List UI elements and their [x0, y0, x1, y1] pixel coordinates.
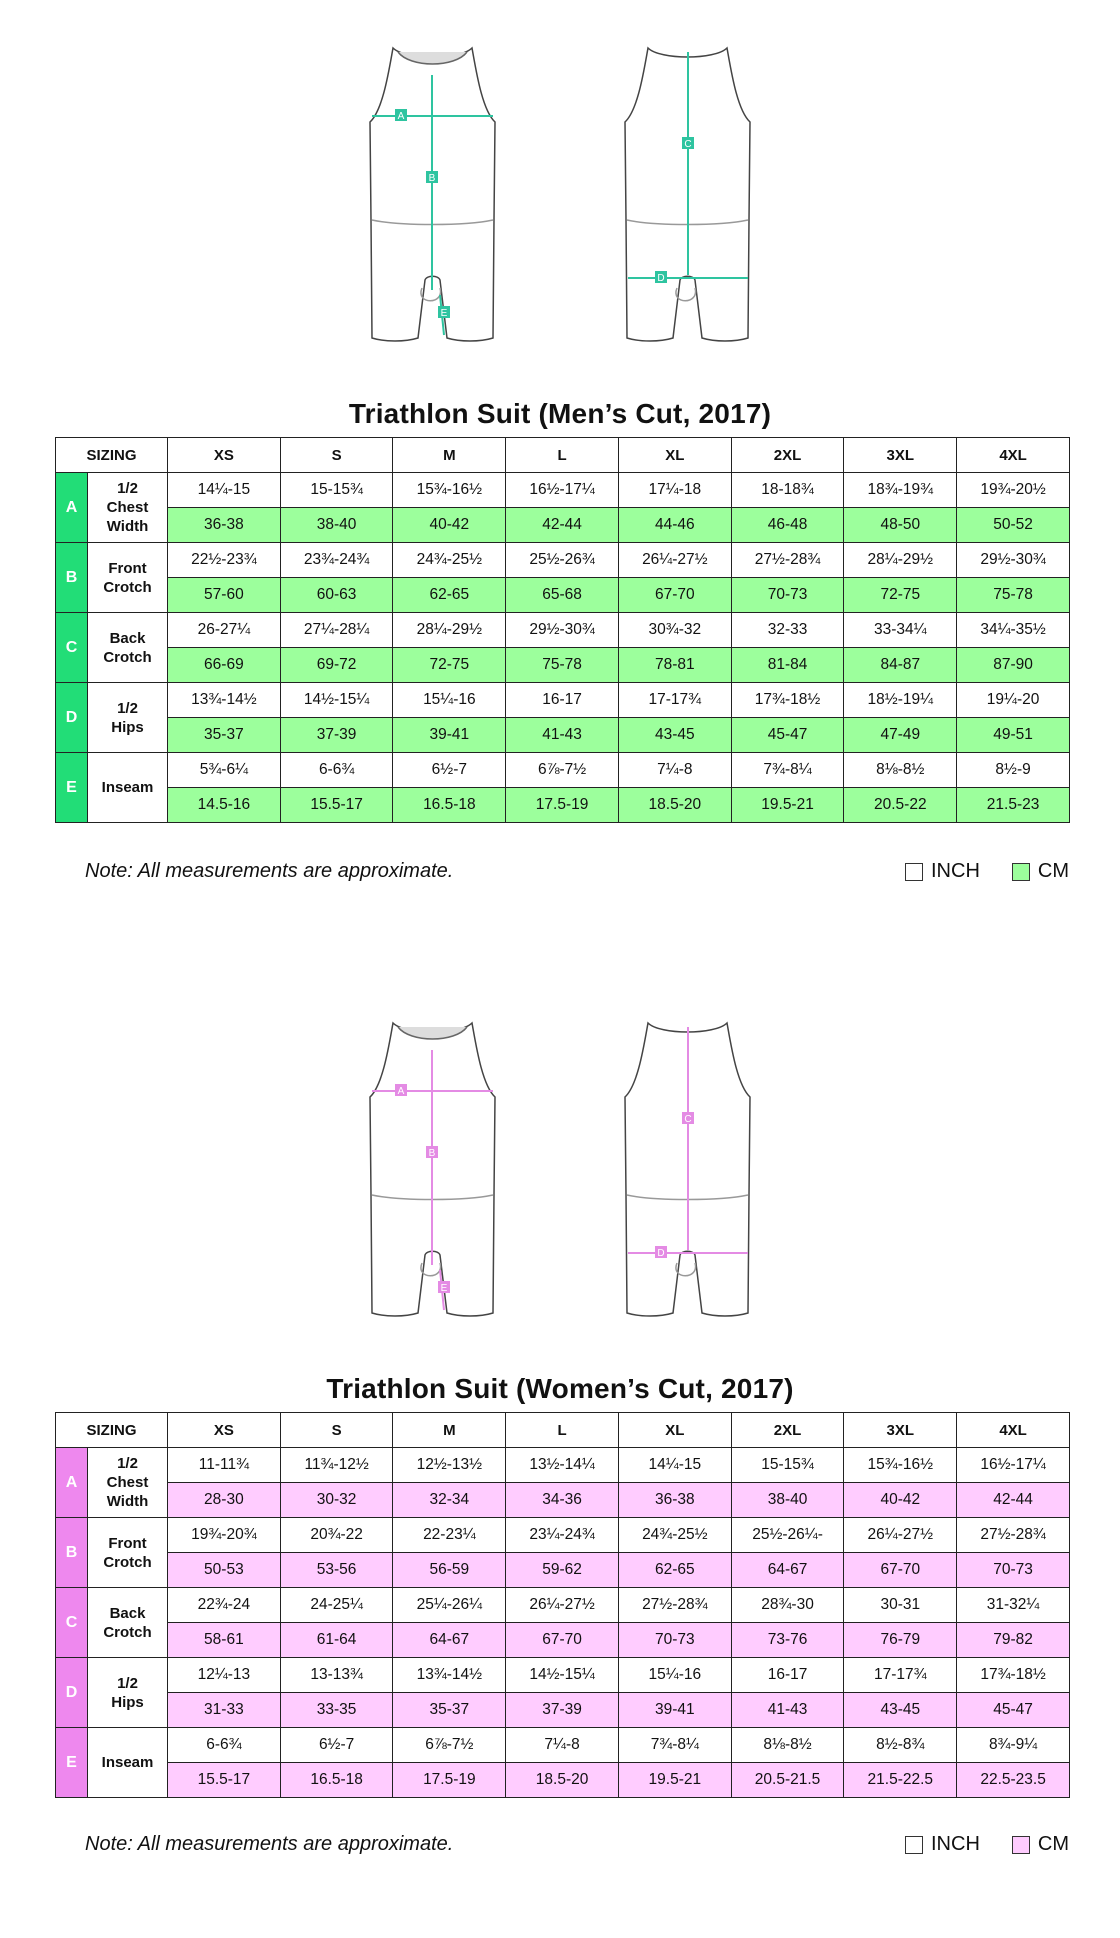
women-row-c-cm [56, 1623, 1070, 1658]
men-cm-cell: 39-41 [393, 718, 506, 753]
men-inch-cell: 7¾-8¼ [731, 753, 844, 788]
men-row-d-cm [56, 718, 1070, 753]
women-inch-cell: 12¼-13 [168, 1658, 281, 1693]
men-header-xl: XL [618, 438, 731, 473]
women-inch-cell: 15-15¾ [731, 1448, 844, 1483]
men-header-row [56, 438, 1070, 473]
women-inch-cell: 25½-26¼- [731, 1518, 844, 1553]
men-header-xs: XS [168, 438, 281, 473]
men-inch-cell: 18¾-19¾ [844, 473, 957, 508]
women-inch-cell: 11¾-12½ [280, 1448, 393, 1483]
women-tag-d: D [657, 1248, 665, 1259]
women-header-xl: XL [618, 1413, 731, 1448]
women-inch-cell: 13½-14¼ [506, 1448, 619, 1483]
men-header-s: S [280, 438, 393, 473]
men-cm-cell: 36-38 [168, 508, 281, 543]
men-inch-cell: 13¾-14½ [168, 683, 281, 718]
men-cm-cell: 42-44 [506, 508, 619, 543]
men-inch-cell: 18-18¾ [731, 473, 844, 508]
women-inch-cell: 6½-7 [280, 1728, 393, 1763]
women-measurement-label: 1/2 Chest Width [88, 1448, 168, 1518]
men-legend [905, 860, 1069, 883]
men-inch-cell: 5¾-6¼ [168, 753, 281, 788]
women-row-a-cm [56, 1483, 1070, 1518]
men-inch-cell: 8½-9 [957, 753, 1070, 788]
men-tag-d: D [657, 273, 665, 284]
men-inch-cell: 30¾-32 [618, 613, 731, 648]
men-header-3xl: 3XL [844, 438, 957, 473]
men-inch-cell: 14½-15¼ [280, 683, 393, 718]
women-cm-cell: 20.5-21.5 [731, 1763, 844, 1798]
women-inch-cell: 16½-17¼ [957, 1448, 1070, 1483]
men-inch-cell: 15¼-16 [393, 683, 506, 718]
men-row-a-cm [56, 508, 1070, 543]
men-cm-cell: 60-63 [280, 578, 393, 613]
men-cm-cell: 66-69 [168, 648, 281, 683]
men-row-letter: A [56, 473, 88, 543]
women-header-sizing: SIZING [56, 1413, 168, 1448]
men-cm-cell: 49-51 [957, 718, 1070, 753]
men-inch-cell: 27¼-28¼ [280, 613, 393, 648]
women-header-s: S [280, 1413, 393, 1448]
women-cm-cell: 40-42 [844, 1483, 957, 1518]
women-cm-cell: 76-79 [844, 1623, 957, 1658]
men-inch-cell: 17¾-18½ [731, 683, 844, 718]
men-table-title: Triathlon Suit (Men’s Cut, 2017) [348, 398, 772, 429]
women-cm-cell: 61-64 [280, 1623, 393, 1658]
women-inch-cell: 17-17¾ [844, 1658, 957, 1693]
women-cm-cell: 50-53 [168, 1553, 281, 1588]
men-inch-cell: 6⅞-7½ [506, 753, 619, 788]
men-cm-cell: 70-73 [731, 578, 844, 613]
men-inch-cell: 28¼-29½ [844, 543, 957, 578]
women-tag-b: B [428, 1148, 436, 1159]
women-inch-cell: 24¾-25½ [618, 1518, 731, 1553]
men-inch-cell: 17¼-18 [618, 473, 731, 508]
men-tag-b: B [428, 173, 436, 184]
women-cm-cell: 32-34 [393, 1483, 506, 1518]
women-header-2xl: 2XL [731, 1413, 844, 1448]
men-cm-cell: 84-87 [844, 648, 957, 683]
men-cm-cell: 62-65 [393, 578, 506, 613]
men-cm-cell: 72-75 [393, 648, 506, 683]
women-cm-cell: 53-56 [280, 1553, 393, 1588]
men-cm-cell: 19.5-21 [731, 788, 844, 823]
men-inch-cell: 6-6¾ [280, 753, 393, 788]
men-cm-cell: 16.5-18 [393, 788, 506, 823]
men-inch-cell: 26-27¼ [168, 613, 281, 648]
women-inch-cell: 27½-28¾ [618, 1588, 731, 1623]
women-inch-cell: 16-17 [731, 1658, 844, 1693]
men-measurement-label: 1/2 Hips [88, 683, 168, 753]
women-inch-cell: 19¾-20¾ [168, 1518, 281, 1553]
men-cm-cell: 46-48 [731, 508, 844, 543]
women-measurement-label: Front Crotch [88, 1518, 168, 1588]
men-inch-cell: 22½-23¾ [168, 543, 281, 578]
women-note: Note: All measurements are approximate. [85, 1833, 454, 1855]
men-cm-cell: 21.5-23 [957, 788, 1070, 823]
women-cm-cell: 34-36 [506, 1483, 619, 1518]
women-suit-diagrams [0, 1005, 1120, 1325]
men-cm-cell: 41-43 [506, 718, 619, 753]
men-tag-e: E [440, 308, 448, 319]
women-table-title: Triathlon Suit (Women’s Cut, 2017) [326, 1373, 794, 1404]
men-cm-cell: 20.5-22 [844, 788, 957, 823]
women-inch-cell: 27½-28¾ [957, 1518, 1070, 1553]
women-inch-cell: 22¾-24 [168, 1588, 281, 1623]
men-cm-cell: 40-42 [393, 508, 506, 543]
women-cm-cell: 35-37 [393, 1693, 506, 1728]
women-cm-cell: 37-39 [506, 1693, 619, 1728]
women-inch-cell: 8¾-9¼ [957, 1728, 1070, 1763]
women-inch-cell: 7¾-8¼ [618, 1728, 731, 1763]
women-cm-cell: 38-40 [731, 1483, 844, 1518]
men-tag-c: C [684, 139, 692, 150]
men-measurement-label: Back Crotch [88, 613, 168, 683]
women-cm-cell: 15.5-17 [168, 1763, 281, 1798]
women-inch-cell: 12½-13½ [393, 1448, 506, 1483]
women-cm-cell: 43-45 [844, 1693, 957, 1728]
women-header-row [56, 1413, 1070, 1448]
women-header-xs: XS [168, 1413, 281, 1448]
women-cm-cell: 36-38 [618, 1483, 731, 1518]
men-cm-cell: 45-47 [731, 718, 844, 753]
women-measurement-label: 1/2 Hips [88, 1658, 168, 1728]
men-inch-cell: 15¾-16½ [393, 473, 506, 508]
men-cm-cell: 43-45 [618, 718, 731, 753]
women-cm-cell: 17.5-19 [393, 1763, 506, 1798]
women-cm-cell: 58-61 [168, 1623, 281, 1658]
men-row-b-cm [56, 578, 1070, 613]
women-header-4xl: 4XL [957, 1413, 1070, 1448]
inch-swatch [905, 863, 923, 881]
women-inch-cell: 8⅛-8½ [731, 1728, 844, 1763]
men-cm-cell: 17.5-19 [506, 788, 619, 823]
women-row-e-inch [56, 1728, 1070, 1763]
men-tag-a: A [397, 111, 405, 122]
women-cm-cell: 64-67 [393, 1623, 506, 1658]
men-inch-cell: 34¼-35½ [957, 613, 1070, 648]
men-row-letter: C [56, 613, 88, 683]
men-inch-cell: 17-17¾ [618, 683, 731, 718]
women-inch-cell: 30-31 [844, 1588, 957, 1623]
men-measurement-label: Front Crotch [88, 543, 168, 613]
women-cm-cell: 19.5-21 [618, 1763, 731, 1798]
women-cm-cell: 42-44 [957, 1483, 1070, 1518]
women-inch-cell: 8½-8¾ [844, 1728, 957, 1763]
men-inch-cell: 25½-26¾ [506, 543, 619, 578]
women-row-letter: A [56, 1448, 88, 1518]
men-inch-cell: 26¼-27½ [618, 543, 731, 578]
men-cm-cell: 69-72 [280, 648, 393, 683]
men-header-l: L [506, 438, 619, 473]
inch-swatch [905, 1836, 923, 1854]
women-row-b-inch [56, 1518, 1070, 1553]
women-tag-c: C [684, 1114, 692, 1125]
women-header-m: M [393, 1413, 506, 1448]
women-cm-cell: 67-70 [844, 1553, 957, 1588]
men-measurement-label: Inseam [88, 753, 168, 823]
women-cm-cell: 21.5-22.5 [844, 1763, 957, 1798]
women-inch-cell: 11-11¾ [168, 1448, 281, 1483]
men-inch-cell: 27½-28¾ [731, 543, 844, 578]
men-cm-cell: 14.5-16 [168, 788, 281, 823]
men-size-table [55, 437, 1070, 823]
men-inch-cell: 16-17 [506, 683, 619, 718]
women-cm-cell: 31-33 [168, 1693, 281, 1728]
women-inch-cell: 26¼-27½ [844, 1518, 957, 1553]
women-cm-cell: 73-76 [731, 1623, 844, 1658]
women-cm-cell: 62-65 [618, 1553, 731, 1588]
women-row-letter: D [56, 1658, 88, 1728]
women-table-body [56, 1448, 1070, 1798]
women-tag-e: E [440, 1283, 448, 1294]
men-inch-cell: 23¾-24¾ [280, 543, 393, 578]
women-inch-cell: 7¼-8 [506, 1728, 619, 1763]
women-tag-a: A [397, 1086, 405, 1097]
women-row-letter: C [56, 1588, 88, 1658]
men-cm-cell: 37-39 [280, 718, 393, 753]
men-suit-diagrams [0, 30, 1120, 350]
men-inch-cell: 16½-17¼ [506, 473, 619, 508]
men-cm-cell: 78-81 [618, 648, 731, 683]
women-inch-cell: 15¼-16 [618, 1658, 731, 1693]
men-inch-cell: 18½-19¼ [844, 683, 957, 718]
women-inch-cell: 14¼-15 [618, 1448, 731, 1483]
women-cm-cell: 30-32 [280, 1483, 393, 1518]
men-inch-cell: 15-15¾ [280, 473, 393, 508]
women-inch-cell: 26¼-27½ [506, 1588, 619, 1623]
women-row-c-inch [56, 1588, 1070, 1623]
women-inch-cell: 6-6¾ [168, 1728, 281, 1763]
men-inch-cell: 6½-7 [393, 753, 506, 788]
women-header-l: L [506, 1413, 619, 1448]
women-inch-cell: 13¾-14½ [393, 1658, 506, 1693]
women-cm-cell: 70-73 [618, 1623, 731, 1658]
women-row-b-cm [56, 1553, 1070, 1588]
men-cm-cell: 67-70 [618, 578, 731, 613]
men-cm-cell: 18.5-20 [618, 788, 731, 823]
men-row-b-inch [56, 543, 1070, 578]
women-row-a-inch [56, 1448, 1070, 1483]
women-inch-cell: 15¾-16½ [844, 1448, 957, 1483]
women-size-table [55, 1412, 1070, 1798]
cm-label: CM [1037, 860, 1069, 882]
men-row-c-cm [56, 648, 1070, 683]
men-cm-cell: 44-46 [618, 508, 731, 543]
men-cm-cell: 75-78 [957, 578, 1070, 613]
women-cm-cell: 70-73 [957, 1553, 1070, 1588]
women-header-3xl: 3XL [844, 1413, 957, 1448]
men-note: Note: All measurements are approximate. [85, 860, 454, 882]
women-inch-cell: 22-23¼ [393, 1518, 506, 1553]
men-cm-cell: 57-60 [168, 578, 281, 613]
inch-label: INCH [931, 1833, 980, 1855]
men-row-letter: D [56, 683, 88, 753]
men-table-body [56, 473, 1070, 823]
women-cm-cell: 28-30 [168, 1483, 281, 1518]
men-measurement-label: 1/2 Chest Width [88, 473, 168, 543]
men-row-d-inch [56, 683, 1070, 718]
women-inch-cell: 17¾-18½ [957, 1658, 1070, 1693]
men-header-2xl: 2XL [731, 438, 844, 473]
men-inch-cell: 19¼-20 [957, 683, 1070, 718]
men-inch-cell: 33-34¼ [844, 613, 957, 648]
men-inch-cell: 32-33 [731, 613, 844, 648]
men-row-a-inch [56, 473, 1070, 508]
cm-label: CM [1037, 1833, 1069, 1855]
women-cm-cell: 59-62 [506, 1553, 619, 1588]
women-row-letter: E [56, 1728, 88, 1798]
women-inch-cell: 20¾-22 [280, 1518, 393, 1553]
men-header-m: M [393, 438, 506, 473]
women-cm-cell: 79-82 [957, 1623, 1070, 1658]
women-inch-cell: 31-32¼ [957, 1588, 1070, 1623]
women-cm-cell: 41-43 [731, 1693, 844, 1728]
women-cm-cell: 16.5-18 [280, 1763, 393, 1798]
men-row-e-cm [56, 788, 1070, 823]
inch-label: INCH [931, 860, 980, 882]
men-cm-cell: 75-78 [506, 648, 619, 683]
men-cm-cell: 81-84 [731, 648, 844, 683]
men-suit-illustration [0, 30, 1120, 350]
women-cm-cell: 33-35 [280, 1693, 393, 1728]
women-row-d-inch [56, 1658, 1070, 1693]
women-measurement-label: Inseam [88, 1728, 168, 1798]
men-row-letter: E [56, 753, 88, 823]
women-row-letter: B [56, 1518, 88, 1588]
men-cm-cell: 65-68 [506, 578, 619, 613]
men-cm-swatch [1012, 863, 1030, 881]
women-measurement-label: Back Crotch [88, 1588, 168, 1658]
men-cm-cell: 87-90 [957, 648, 1070, 683]
men-row-c-inch [56, 613, 1070, 648]
women-cm-cell: 67-70 [506, 1623, 619, 1658]
women-inch-cell: 28¾-30 [731, 1588, 844, 1623]
women-cm-swatch [1012, 1836, 1030, 1854]
women-legend [905, 1833, 1069, 1856]
men-header-sizing: SIZING [56, 438, 168, 473]
men-cm-cell: 72-75 [844, 578, 957, 613]
women-cm-cell: 18.5-20 [506, 1763, 619, 1798]
women-inch-cell: 24-25¼ [280, 1588, 393, 1623]
men-inch-cell: 7¼-8 [618, 753, 731, 788]
men-row-e-inch [56, 753, 1070, 788]
women-inch-cell: 6⅞-7½ [393, 1728, 506, 1763]
men-header-4xl: 4XL [957, 438, 1070, 473]
men-row-letter: B [56, 543, 88, 613]
men-inch-cell: 19¾-20½ [957, 473, 1070, 508]
men-cm-cell: 15.5-17 [280, 788, 393, 823]
men-inch-cell: 8⅛-8½ [844, 753, 957, 788]
men-inch-cell: 14¼-15 [168, 473, 281, 508]
men-inch-cell: 24¾-25½ [393, 543, 506, 578]
women-cm-cell: 64-67 [731, 1553, 844, 1588]
women-cm-cell: 22.5-23.5 [957, 1763, 1070, 1798]
men-inch-cell: 29½-30¾ [957, 543, 1070, 578]
women-row-d-cm [56, 1693, 1070, 1728]
women-inch-cell: 13-13¾ [280, 1658, 393, 1693]
men-cm-cell: 48-50 [844, 508, 957, 543]
men-cm-cell: 47-49 [844, 718, 957, 753]
women-row-e-cm [56, 1763, 1070, 1798]
women-cm-cell: 39-41 [618, 1693, 731, 1728]
men-cm-cell: 38-40 [280, 508, 393, 543]
women-inch-cell: 25¼-26¼ [393, 1588, 506, 1623]
women-cm-cell: 56-59 [393, 1553, 506, 1588]
men-inch-cell: 28¼-29½ [393, 613, 506, 648]
women-suit-illustration [0, 1005, 1120, 1325]
men-inch-cell: 29½-30¾ [506, 613, 619, 648]
women-inch-cell: 14½-15¼ [506, 1658, 619, 1693]
women-cm-cell: 45-47 [957, 1693, 1070, 1728]
women-inch-cell: 23¼-24¾ [506, 1518, 619, 1553]
men-cm-cell: 50-52 [957, 508, 1070, 543]
men-cm-cell: 35-37 [168, 718, 281, 753]
